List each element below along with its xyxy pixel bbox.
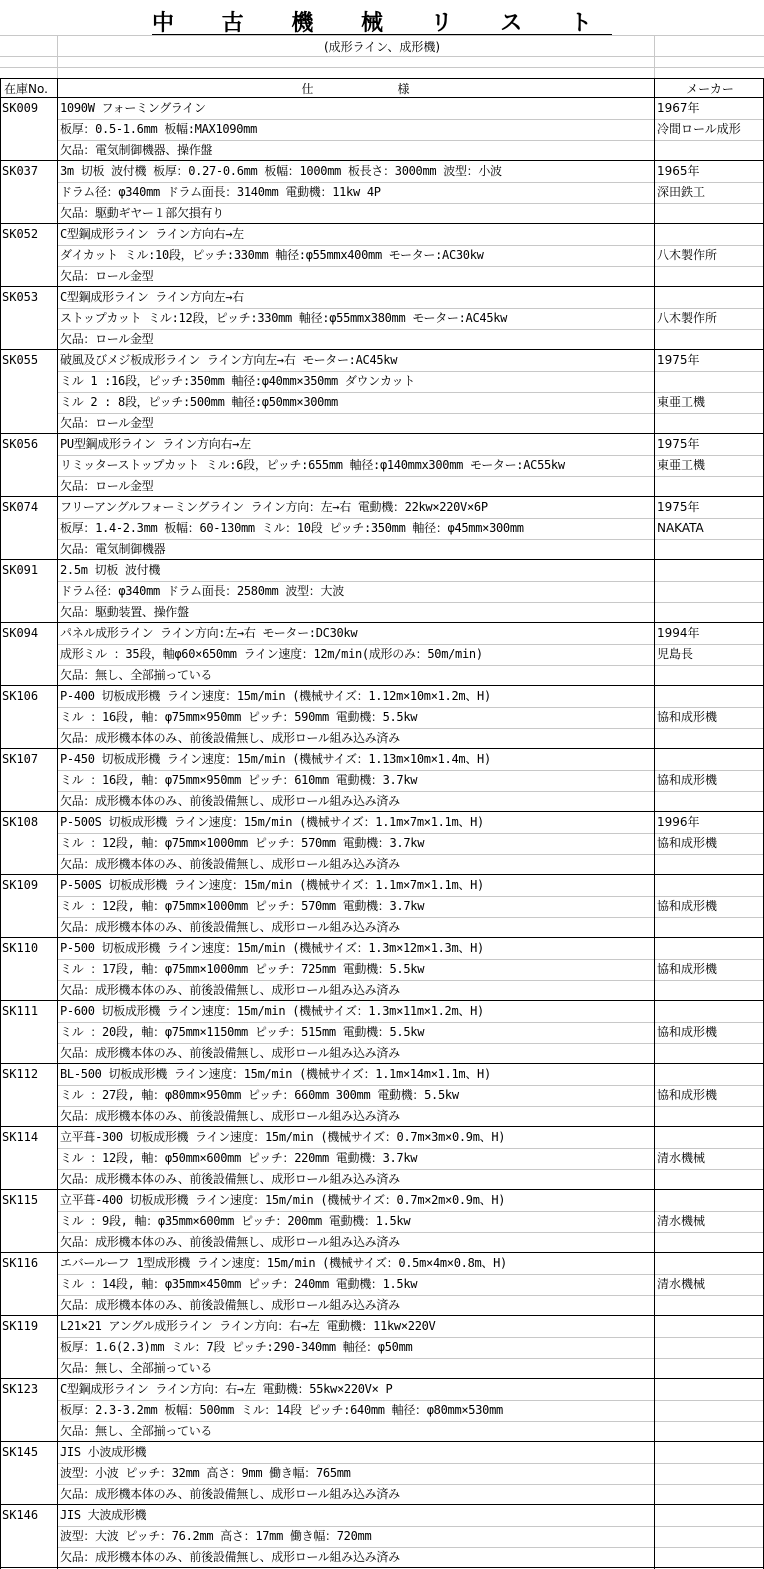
spec-line: ミル ：12段, 軸：φ75mm×1000mm ピッチ：570mm 電動機：3.7kw xyxy=(60,899,425,913)
spec-line: 欠品：無し、全部揃っている xyxy=(60,668,213,682)
maker-cell xyxy=(657,1379,762,1400)
spec-line: 欠品：無し、全部揃っている xyxy=(60,1424,213,1438)
spec-line: 欠品：ロール金型 xyxy=(60,269,154,283)
maker-cell xyxy=(657,1127,762,1148)
spec-line: 欠品：ロール金型 xyxy=(60,479,154,493)
maker-cell xyxy=(657,1001,762,1022)
maker-cell: 1996年 xyxy=(657,815,700,829)
maker-cell: 東亜工機 xyxy=(657,395,706,409)
spec-line: C型鋼成形ライン ライン方向右→左 xyxy=(60,227,244,241)
spec-line: P-450 切板成形機 ライン速度：15m/min (機械サイズ：1.13m×10m×1.4m、H) xyxy=(60,752,491,766)
stock-number: SK106 xyxy=(2,689,39,703)
spec-line: 欠品：成形機本体のみ、前後設備無し、成形ロール組み込み済み xyxy=(60,983,400,997)
spec-line: ダイカット ミル:10段，ピッチ:330mm 軸径:φ55mmx400mm モーター:AC30kw xyxy=(60,248,484,262)
maker-cell xyxy=(657,266,762,287)
maker-cell xyxy=(657,1526,762,1547)
stock-number: SK052 xyxy=(2,227,39,241)
stock-number: SK110 xyxy=(2,941,39,955)
stock-number: SK111 xyxy=(2,1004,39,1018)
maker-cell xyxy=(657,1043,762,1064)
maker-cell xyxy=(657,140,762,161)
spec-line: 成形ミル ：35段，軸φ60×650mm ライン速度：12m/min(成形のみ：50m/min) xyxy=(60,647,483,661)
maker-cell xyxy=(657,665,762,686)
spec-line: 欠品：電気制御機器、操作盤 xyxy=(60,143,213,157)
stock-number: SK091 xyxy=(2,563,39,577)
spec-line: ミル ：9段, 軸：φ35mm×600mm ピッチ：200mm 電動機：1.5kw xyxy=(60,1214,411,1228)
spec-line: P-500 切板成形機 ライン速度：15m/min (機械サイズ：1.3m×12m×1.3m、H) xyxy=(60,941,484,955)
spec-line: ミル ：17段, 軸：φ75mm×1000mm ピッチ：725mm 電動機：5.5kw xyxy=(60,962,425,976)
spec-line: パネル成形ライン ライン方向:左→右 モーター:DC30kw xyxy=(60,626,358,640)
maker-cell xyxy=(657,875,762,896)
maker-cell: 協和成形機 xyxy=(657,899,718,913)
maker-cell xyxy=(657,938,762,959)
stock-number: SK115 xyxy=(2,1193,39,1207)
maker-cell xyxy=(657,1421,762,1442)
spec-line: 破風及びメジ板成形ライン ライン方向左→右 モーター:AC45kw xyxy=(60,353,398,367)
page-subtitle: (成形ライン、成形機) xyxy=(323,40,441,54)
stock-number: SK107 xyxy=(2,752,39,766)
spec-line: 板厚：2.3-3.2mm 板幅：500mm ミル：14段 ピッチ:640mm 軸径：φ80mm×530mm xyxy=(60,1403,503,1417)
spec-line: P-500S 切板成形機 ライン速度：15m/min (機械サイズ：1.1m×7m×1.1m、H) xyxy=(60,878,484,892)
spec-line: 立平葺-300 切板成形機 ライン速度：15m/min (機械サイズ：0.7m×3m×0.9m、H) xyxy=(60,1130,506,1144)
spec-line: 欠品：成形機本体のみ、前後設備無し、成形ロール組み込み済み xyxy=(60,920,400,934)
maker-cell: NAKATA xyxy=(657,521,704,535)
maker-cell xyxy=(657,1400,762,1421)
spec-line: ミル ：12段, 軸：φ75mm×1000mm ピッチ：570mm 電動機：3.7kw xyxy=(60,836,425,850)
stock-number: SK074 xyxy=(2,500,39,514)
spec-line: ミル ：14段, 軸：φ35mm×450mm ピッチ：240mm 電動機：1.5kw xyxy=(60,1277,418,1291)
maker-cell: 協和成形機 xyxy=(657,773,718,787)
maker-cell: 1994年 xyxy=(657,626,700,640)
maker-cell: 清水機械 xyxy=(657,1151,706,1165)
row-border xyxy=(0,1567,764,1568)
spec-line: 欠品：成形機本体のみ、前後設備無し、成形ロール組み込み済み xyxy=(60,1235,400,1249)
spec-line: ドラム径：φ340mm ドラム面長：3140mm 電動機：11kw 4P xyxy=(60,185,381,199)
spec-line: フリーアングルフォーミングライン ライン方向：左→右 電動機：22kw×220V×6P xyxy=(60,500,488,514)
maker-cell xyxy=(657,917,762,938)
maker-cell xyxy=(657,329,762,350)
maker-cell: 八木製作所 xyxy=(657,311,718,325)
maker-cell xyxy=(657,854,762,875)
maker-cell xyxy=(657,539,762,560)
maker-cell xyxy=(657,1358,762,1379)
page-title: 中 古 機 械 リ ス ト xyxy=(152,11,612,36)
maker-cell: 1975年 xyxy=(657,353,700,367)
grid-line xyxy=(57,35,58,79)
maker-cell: 協和成形機 xyxy=(657,1025,718,1039)
spec-line: 欠品：電気制御機器 xyxy=(60,542,166,556)
maker-cell xyxy=(657,1106,762,1127)
grid-line xyxy=(654,35,655,79)
spec-line: 欠品：無し、全部揃っている xyxy=(60,1361,213,1375)
grid-line xyxy=(0,56,764,57)
stock-number: SK145 xyxy=(2,1445,39,1459)
maker-cell xyxy=(657,1064,762,1085)
spec-line: ミル ：16段, 軸：φ75mm×950mm ピッチ：610mm 電動機：3.7kw xyxy=(60,773,418,787)
maker-cell xyxy=(657,1547,762,1568)
maker-cell: 協和成形機 xyxy=(657,962,718,976)
spec-line: 1090W フォーミングライン xyxy=(60,101,206,115)
maker-cell: 児島長 xyxy=(657,647,694,661)
maker-cell xyxy=(657,602,762,623)
spec-line: 欠品：成形機本体のみ、前後設備無し、成形ロール組み込み済み xyxy=(60,1487,400,1501)
maker-cell xyxy=(657,1232,762,1253)
maker-cell: 1967年 xyxy=(657,101,700,115)
stock-number: SK146 xyxy=(2,1508,39,1522)
maker-cell: 1965年 xyxy=(657,164,700,178)
spec-line: P-600 切板成形機 ライン速度：15m/min (機械サイズ：1.3m×11m×1.2m、H) xyxy=(60,1004,484,1018)
maker-cell xyxy=(657,203,762,224)
maker-cell: 深田鉄工 xyxy=(657,185,706,199)
spec-line: 欠品：成形機本体のみ、前後設備無し、成形ロール組み込み済み xyxy=(60,1046,400,1060)
stock-number: SK114 xyxy=(2,1130,39,1144)
stock-number: SK094 xyxy=(2,626,39,640)
spec-line: 板厚：0.5-1.6mm 板幅:MAX1090mm xyxy=(60,122,257,136)
maker-cell xyxy=(657,1484,762,1505)
maker-cell: 協和成形機 xyxy=(657,836,718,850)
maker-cell xyxy=(657,1505,762,1526)
spec-line: 欠品：成形機本体のみ、前後設備無し、成形ロール組み込み済み xyxy=(60,794,400,808)
header-stock-no: 在庫No. xyxy=(4,82,48,96)
stock-number: SK108 xyxy=(2,815,39,829)
spec-line: PU型鋼成形ライン ライン方向右→左 xyxy=(60,437,251,451)
spec-line: C型鋼成形ライン ライン方向左→右 xyxy=(60,290,244,304)
maker-cell xyxy=(657,1169,762,1190)
grid-line xyxy=(0,67,764,68)
maker-cell xyxy=(657,287,762,308)
header-spec: 仕 様 xyxy=(301,82,410,96)
maker-cell: 八木製作所 xyxy=(657,248,718,262)
stock-number: SK116 xyxy=(2,1256,39,1270)
maker-cell xyxy=(657,1442,762,1463)
maker-cell xyxy=(657,1253,762,1274)
spec-line: C型鋼成形ライン ライン方向：右→左 電動機：55kw×220V× P xyxy=(60,1382,393,1396)
maker-cell xyxy=(657,560,762,581)
maker-cell xyxy=(657,1316,762,1337)
maker-cell: 協和成形機 xyxy=(657,710,718,724)
stock-number: SK109 xyxy=(2,878,39,892)
maker-cell xyxy=(657,791,762,812)
spec-line: 波型：小波 ピッチ：32mm 高さ：9mm 働き幅：765mm xyxy=(60,1466,351,1480)
maker-cell: 東亜工機 xyxy=(657,458,706,472)
spec-line: ミル ：16段, 軸：φ75mm×950mm ピッチ：590mm 電動機：5.5kw xyxy=(60,710,418,724)
maker-cell xyxy=(657,1295,762,1316)
header-top-border xyxy=(0,78,764,79)
stock-number: SK055 xyxy=(2,353,39,367)
maker-cell: 1975年 xyxy=(657,437,700,451)
spec-line: 欠品：成形機本体のみ、前後設備無し、成形ロール組み込み済み xyxy=(60,1172,400,1186)
spec-line: ミル ：27段, 軸：φ80mm×950mm ピッチ：660mm 300mm 電動機：5.5kw xyxy=(60,1088,459,1102)
spec-line: ミル ：20段, 軸：φ75mm×1150mm ピッチ：515mm 電動機：5.5kw xyxy=(60,1025,425,1039)
spec-line: 欠品：成形機本体のみ、前後設備無し、成形ロール組み込み済み xyxy=(60,731,400,745)
spec-line: ドラム径：φ340mm ドラム面長：2580mm 波型：大波 xyxy=(60,584,344,598)
maker-cell xyxy=(657,749,762,770)
spec-line: ミル ：12段, 軸：φ50mm×600mm ピッチ：220mm 電動機：3.7kw xyxy=(60,1151,418,1165)
spec-line: 欠品：ロール金型 xyxy=(60,416,154,430)
spec-line: エバールーフ 1型成形機 ライン速度：15m/min (機械サイズ：0.5m×4m×0.8m、H) xyxy=(60,1256,507,1270)
column-divider xyxy=(57,78,58,1569)
spec-line: 欠品：駆動装置、操作盤 xyxy=(60,605,189,619)
stock-number: SK009 xyxy=(2,101,39,115)
spec-line: P-500S 切板成形機 ライン速度：15m/min (機械サイズ：1.1m×7m×1.1m、H) xyxy=(60,815,484,829)
spec-line: 欠品：駆動ギヤー１部欠損有り xyxy=(60,206,224,220)
spec-line: ストップカット ミル:12段，ピッチ:330mm 軸径:φ55mmx380mm モーター:AC45kw xyxy=(60,311,508,325)
column-divider xyxy=(654,78,655,1569)
maker-cell xyxy=(657,224,762,245)
stock-number: SK037 xyxy=(2,164,39,178)
maker-cell xyxy=(657,476,762,497)
spec-line: JIS 大波成形機 xyxy=(60,1508,147,1522)
maker-cell xyxy=(657,413,762,434)
stock-number: SK053 xyxy=(2,290,39,304)
stock-number: SK112 xyxy=(2,1067,39,1081)
maker-cell: 清水機械 xyxy=(657,1277,706,1291)
spec-line: 波型：大波 ピッチ：76.2mm 高さ：17mm 働き幅：720mm xyxy=(60,1529,372,1543)
spec-line: 板厚：1.6(2.3)mm ミル：7段 ピッチ:290-340mm 軸径：φ50mm xyxy=(60,1340,413,1354)
maker-cell xyxy=(657,1337,762,1358)
maker-cell xyxy=(657,581,762,602)
spec-line: ミル 1 :16段，ピッチ:350mm 軸径:φ40mm×350mm ダウンカット xyxy=(60,374,415,388)
header-maker: メーカー xyxy=(686,82,734,96)
maker-cell xyxy=(657,728,762,749)
grid-line xyxy=(0,35,764,36)
spec-line: JIS 小波成形機 xyxy=(60,1445,147,1459)
maker-cell xyxy=(657,1190,762,1211)
spec-line: P-400 切板成形機 ライン速度：15m/min (機械サイズ：1.12m×10m×1.2m、H) xyxy=(60,689,491,703)
stock-number: SK119 xyxy=(2,1319,39,1333)
spec-line: 欠品：成形機本体のみ、前後設備無し、成形ロール組み込み済み xyxy=(60,1109,400,1123)
spec-line: BL-500 切板成形機 ライン速度：15m/min (機械サイズ：1.1m×14m×1.1m、H) xyxy=(60,1067,491,1081)
spec-line: 欠品：成形機本体のみ、前後設備無し、成形ロール組み込み済み xyxy=(60,1550,400,1564)
maker-cell xyxy=(657,980,762,1001)
spec-line: 立平葺-400 切板成形機 ライン速度：15m/min (機械サイズ：0.7m×2m×0.9m、H) xyxy=(60,1193,506,1207)
maker-cell: 清水機械 xyxy=(657,1214,706,1228)
spec-line: L21×21 アングル成形ライン ライン方向：右→左 電動機：11kw×220V xyxy=(60,1319,436,1333)
spec-line: ミル 2 : 8段，ピッチ:500mm 軸径:φ50mm×300mm xyxy=(60,395,338,409)
spec-line: 3m 切板 波付機 板厚：0.27-0.6mm 板幅：1000mm 板長さ：3000mm 波型：小波 xyxy=(60,164,502,178)
maker-cell: 冷間ロール成形 xyxy=(657,122,741,136)
spec-line: 欠品：ロール金型 xyxy=(60,332,154,346)
spec-line: リミッターストップカット ミル:6段，ピッチ:655mm 軸径:φ140mmx300mm モーター:AC55kw xyxy=(60,458,565,472)
maker-cell: 1975年 xyxy=(657,500,700,514)
maker-cell: 協和成形機 xyxy=(657,1088,718,1102)
maker-cell xyxy=(657,371,762,392)
table-left-border xyxy=(0,78,1,1569)
spec-line: 2.5m 切板 波付機 xyxy=(60,563,161,577)
maker-cell xyxy=(657,686,762,707)
stock-number: SK123 xyxy=(2,1382,39,1396)
maker-cell xyxy=(657,1463,762,1484)
spec-line: 板厚：1.4-2.3mm 板幅：60-130mm ミル：10段 ピッチ:350mm 軸径：φ45mm×300mm xyxy=(60,521,524,535)
spec-line: 欠品：成形機本体のみ、前後設備無し、成形ロール組み込み済み xyxy=(60,857,400,871)
spec-line: 欠品：成形機本体のみ、前後設備無し、成形ロール組み込み済み xyxy=(60,1298,400,1312)
stock-number: SK056 xyxy=(2,437,39,451)
